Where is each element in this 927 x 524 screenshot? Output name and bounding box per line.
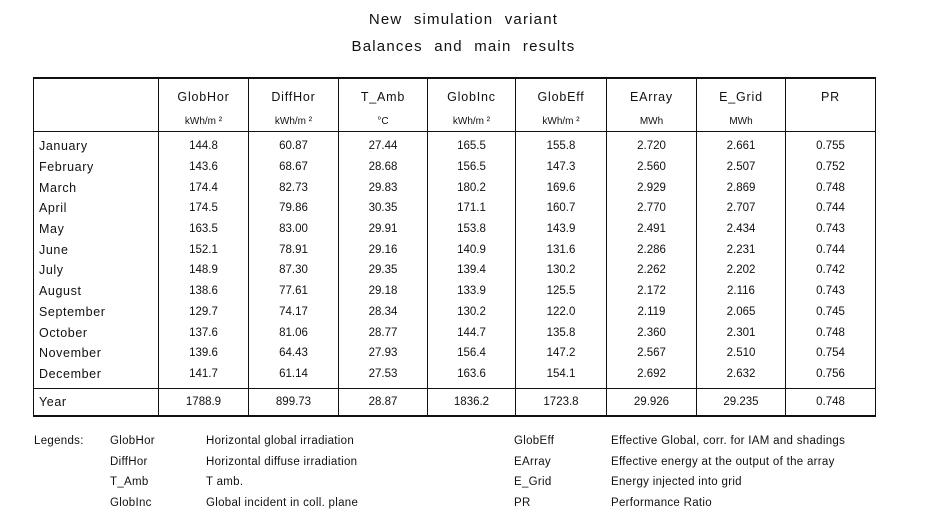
legend-description: Effective Global, corr. for IAM and shadings bbox=[611, 435, 846, 447]
legend-description: Performance Ratio bbox=[611, 496, 712, 509]
year-row bbox=[34, 389, 876, 417]
table-cell: 2.507 bbox=[697, 157, 786, 178]
table-cell: 160.7 bbox=[516, 198, 607, 219]
table-cell: 64.43 bbox=[249, 343, 339, 364]
table-cell: 2.301 bbox=[697, 322, 786, 343]
table-cell: 2.707 bbox=[697, 198, 786, 219]
table-cell: 77.61 bbox=[249, 281, 339, 302]
table-cell: 2.231 bbox=[697, 239, 786, 260]
table-cell: 139.6 bbox=[159, 343, 249, 364]
table-cell: 28.77 bbox=[339, 322, 428, 343]
table-cell: 125.5 bbox=[516, 281, 607, 302]
col-header-t-amb: T_Amb bbox=[339, 78, 428, 111]
table-row bbox=[34, 239, 876, 260]
table-cell: 174.4 bbox=[159, 177, 249, 198]
table-cell: 2.119 bbox=[607, 302, 697, 323]
table-row bbox=[34, 157, 876, 178]
table-cell: 163.5 bbox=[159, 219, 249, 240]
table-cell: 30.35 bbox=[339, 198, 428, 219]
table-cell: 0.755 bbox=[786, 136, 876, 157]
table-cell: 2.632 bbox=[697, 364, 786, 385]
row-label: December bbox=[34, 364, 159, 385]
table-cell: 0.744 bbox=[786, 239, 876, 260]
legend-description: Energy injected into grid bbox=[611, 476, 742, 488]
table-cell: 144.7 bbox=[428, 322, 516, 343]
legend-key: E_Grid bbox=[514, 476, 552, 488]
row-label: January bbox=[34, 136, 159, 157]
table-cell: 2.567 bbox=[607, 343, 697, 364]
table-cell: 2.262 bbox=[607, 260, 697, 281]
table-cell: 130.2 bbox=[516, 260, 607, 281]
table-cell: 138.6 bbox=[159, 281, 249, 302]
table-cell: 130.2 bbox=[428, 302, 516, 323]
legend-description: Horizontal global irradiation bbox=[206, 435, 355, 447]
results-table bbox=[33, 77, 876, 417]
table-cell: 2.692 bbox=[607, 364, 697, 385]
table-cell: 0.752 bbox=[786, 157, 876, 178]
col-header-globhor: GlobHor bbox=[159, 78, 249, 111]
legend-description: Global incident in coll. plane bbox=[206, 496, 359, 509]
col-unit-pr bbox=[786, 111, 876, 132]
table-cell: 2.065 bbox=[697, 302, 786, 323]
table-cell: 0.745 bbox=[786, 302, 876, 323]
legend-key: DiffHor bbox=[110, 455, 148, 468]
table-cell: 2.869 bbox=[697, 177, 786, 198]
table-cell: 153.8 bbox=[428, 219, 516, 240]
table-cell: 163.6 bbox=[428, 364, 516, 385]
col-header-earray: EArray bbox=[607, 78, 697, 111]
table-cell: 169.6 bbox=[516, 177, 607, 198]
table-cell: 61.14 bbox=[249, 364, 339, 385]
legend-key: PR bbox=[514, 496, 531, 509]
col-header-globinc: GlobInc bbox=[428, 78, 516, 111]
table-cell: 152.1 bbox=[159, 239, 249, 260]
col-unit-earray: MWh bbox=[607, 111, 697, 132]
table-cell: 2.360 bbox=[607, 322, 697, 343]
table-cell: 28.87 bbox=[339, 389, 428, 417]
table-cell: 29.91 bbox=[339, 219, 428, 240]
table-cell: 143.9 bbox=[516, 219, 607, 240]
row-label: February bbox=[34, 157, 159, 178]
table-cell: 155.8 bbox=[516, 136, 607, 157]
table-row bbox=[34, 281, 876, 302]
table-cell: 2.202 bbox=[697, 260, 786, 281]
report-subtitle: Balances and main results bbox=[351, 38, 576, 55]
col-unit-globinc: kWh/m ² bbox=[428, 111, 516, 132]
table-cell: 129.7 bbox=[159, 302, 249, 323]
table-cell: 154.1 bbox=[516, 364, 607, 385]
table-cell: 28.34 bbox=[339, 302, 428, 323]
table-row bbox=[34, 198, 876, 219]
legend-description: Horizontal diffuse irradiation bbox=[206, 455, 358, 468]
table-cell: 0.756 bbox=[786, 364, 876, 385]
legend-key: GlobEff bbox=[514, 435, 555, 447]
header-row bbox=[34, 78, 876, 111]
table-cell: 2.661 bbox=[697, 136, 786, 157]
table-cell: 81.06 bbox=[249, 322, 339, 343]
table-row bbox=[34, 364, 876, 385]
table-cell: 29.235 bbox=[697, 389, 786, 417]
legend-description: Effective energy at the output of the array bbox=[611, 455, 835, 468]
row-label: July bbox=[34, 260, 159, 281]
table-row bbox=[34, 177, 876, 198]
table-cell: 2.116 bbox=[697, 281, 786, 302]
table-cell: 180.2 bbox=[428, 177, 516, 198]
table-cell: 0.742 bbox=[786, 260, 876, 281]
table-cell: 140.9 bbox=[428, 239, 516, 260]
table-cell: 82.73 bbox=[249, 177, 339, 198]
row-label: Year bbox=[34, 389, 159, 417]
table-cell: 68.67 bbox=[249, 157, 339, 178]
table-cell: 174.5 bbox=[159, 198, 249, 219]
table-cell: 144.8 bbox=[159, 136, 249, 157]
col-header-pr: PR bbox=[786, 78, 876, 111]
col-unit-globeff: kWh/m ² bbox=[516, 111, 607, 132]
unit-row bbox=[34, 111, 876, 132]
col-unit-diffhor: kWh/m ² bbox=[249, 111, 339, 132]
table-cell: 29.926 bbox=[607, 389, 697, 417]
col-unit-globhor: kWh/m ² bbox=[159, 111, 249, 132]
table-cell: 899.73 bbox=[249, 389, 339, 417]
table-row bbox=[34, 260, 876, 281]
row-label: October bbox=[34, 322, 159, 343]
table-cell: 0.744 bbox=[786, 198, 876, 219]
table-cell: 135.8 bbox=[516, 322, 607, 343]
table-cell: 0.748 bbox=[786, 322, 876, 343]
table-cell: 2.172 bbox=[607, 281, 697, 302]
report-title: New simulation variant bbox=[368, 11, 559, 28]
table-cell: 2.720 bbox=[607, 136, 697, 157]
table-cell: 131.6 bbox=[516, 239, 607, 260]
table-cell: 0.743 bbox=[786, 281, 876, 302]
row-label: November bbox=[34, 343, 159, 364]
table-cell: 29.16 bbox=[339, 239, 428, 260]
table-cell: 156.4 bbox=[428, 343, 516, 364]
table-row bbox=[34, 219, 876, 240]
unit-month-cell bbox=[34, 111, 159, 132]
table-cell: 28.68 bbox=[339, 157, 428, 178]
table-cell: 0.748 bbox=[786, 389, 876, 417]
col-unit-t-amb: °C bbox=[339, 111, 428, 132]
col-header-globeff: GlobEff bbox=[516, 78, 607, 111]
legend-key: T_Amb bbox=[110, 476, 149, 488]
table-cell: 27.93 bbox=[339, 343, 428, 364]
row-label: May bbox=[34, 219, 159, 240]
table-cell: 1836.2 bbox=[428, 389, 516, 417]
row-label: March bbox=[34, 177, 159, 198]
table-cell: 2.770 bbox=[607, 198, 697, 219]
row-label: April bbox=[34, 198, 159, 219]
header-month-cell bbox=[34, 78, 159, 111]
table-cell: 148.9 bbox=[159, 260, 249, 281]
row-label: August bbox=[34, 281, 159, 302]
table-row bbox=[34, 343, 876, 364]
row-label: September bbox=[34, 302, 159, 323]
legend-description: T amb. bbox=[206, 476, 244, 488]
table-row bbox=[34, 302, 876, 323]
table-cell: 79.86 bbox=[249, 198, 339, 219]
table-row bbox=[34, 136, 876, 157]
table-cell: 0.743 bbox=[786, 219, 876, 240]
table-cell: 27.44 bbox=[339, 136, 428, 157]
table-cell: 2.510 bbox=[697, 343, 786, 364]
table-cell: 2.434 bbox=[697, 219, 786, 240]
table-cell: 29.18 bbox=[339, 281, 428, 302]
table-cell: 78.91 bbox=[249, 239, 339, 260]
row-label: June bbox=[34, 239, 159, 260]
table-cell: 133.9 bbox=[428, 281, 516, 302]
table-cell: 1788.9 bbox=[159, 389, 249, 417]
col-header-diffhor: DiffHor bbox=[249, 78, 339, 111]
table-cell: 87.30 bbox=[249, 260, 339, 281]
table-cell: 27.53 bbox=[339, 364, 428, 385]
table-cell: 156.5 bbox=[428, 157, 516, 178]
table-cell: 165.5 bbox=[428, 136, 516, 157]
table-cell: 1723.8 bbox=[516, 389, 607, 417]
table-cell: 60.87 bbox=[249, 136, 339, 157]
table-cell: 147.2 bbox=[516, 343, 607, 364]
table-cell: 0.754 bbox=[786, 343, 876, 364]
table-cell: 29.35 bbox=[339, 260, 428, 281]
table-cell: 74.17 bbox=[249, 302, 339, 323]
table-cell: 29.83 bbox=[339, 177, 428, 198]
table-cell: 137.6 bbox=[159, 322, 249, 343]
table-cell: 122.0 bbox=[516, 302, 607, 323]
table-cell: 171.1 bbox=[428, 198, 516, 219]
legend-key: GlobHor bbox=[110, 435, 155, 447]
legend-title: Legends: bbox=[34, 435, 84, 447]
table-cell: 141.7 bbox=[159, 364, 249, 385]
table-cell: 2.491 bbox=[607, 219, 697, 240]
table-cell: 143.6 bbox=[159, 157, 249, 178]
table-cell: 2.929 bbox=[607, 177, 697, 198]
table-cell: 147.3 bbox=[516, 157, 607, 178]
table-cell: 2.286 bbox=[607, 239, 697, 260]
table-cell: 0.748 bbox=[786, 177, 876, 198]
col-header-e-grid: E_Grid bbox=[697, 78, 786, 111]
table-cell: 2.560 bbox=[607, 157, 697, 178]
table-cell: 139.4 bbox=[428, 260, 516, 281]
table-cell: 83.00 bbox=[249, 219, 339, 240]
col-unit-e-grid: MWh bbox=[697, 111, 786, 132]
table-row bbox=[34, 322, 876, 343]
legend-key: GlobInc bbox=[110, 496, 152, 509]
legend-key: EArray bbox=[514, 455, 551, 468]
